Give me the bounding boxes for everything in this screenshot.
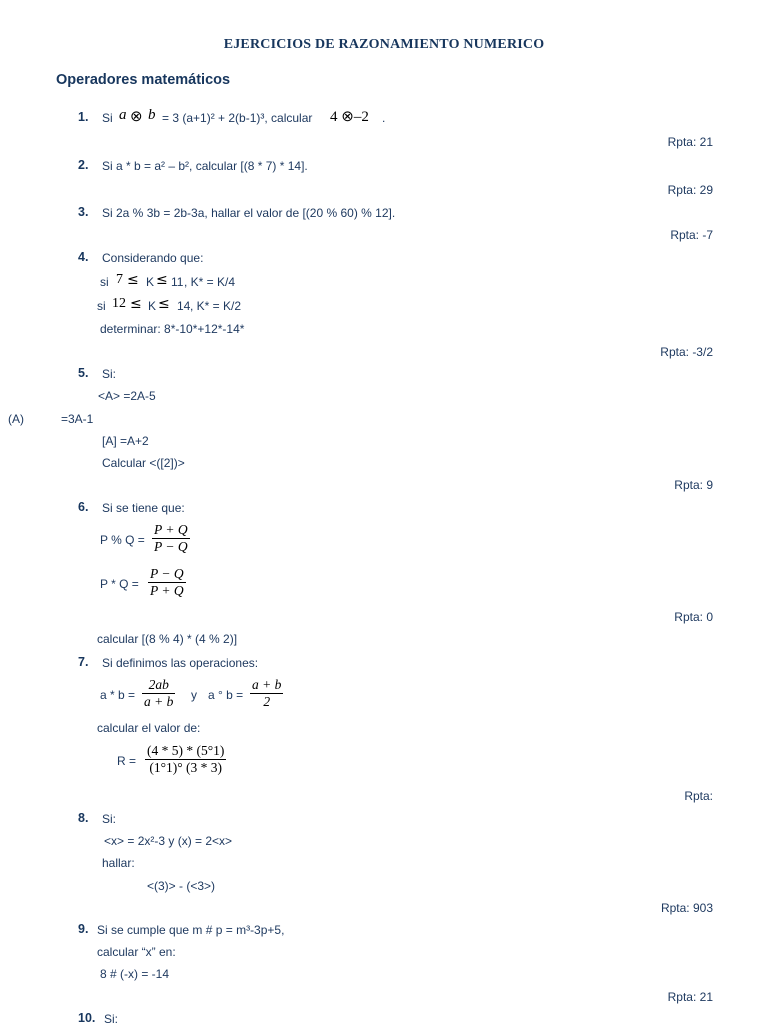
- math-number: 12: [112, 296, 126, 311]
- conjunction-text: y: [191, 688, 197, 702]
- exercise-number: 8.: [78, 811, 89, 825]
- formula-lhs: R =: [117, 754, 137, 768]
- exercise-number: 7.: [78, 655, 89, 669]
- fraction: [142, 677, 175, 710]
- exercise-text: Si se cumple que m # p = m³-3p+5,: [97, 923, 285, 937]
- less-equal-symbol: ≤: [127, 272, 139, 288]
- exercise-number: 10.: [78, 1011, 96, 1025]
- definition-line: (A): [8, 412, 24, 426]
- condition-text: 11: [171, 275, 184, 289]
- exercise-text: .: [382, 111, 386, 125]
- fraction-denominator: 2: [263, 694, 271, 709]
- exercise-text: = 3 (a+1)² + 2(b-1)³, calcular: [162, 111, 313, 125]
- condition-text: si: [100, 275, 109, 289]
- condition-text: si: [97, 299, 106, 313]
- formula-lhs: a ° b =: [208, 688, 244, 702]
- exercise-text: calcular el valor de:: [97, 721, 201, 735]
- math-number: 7: [116, 272, 123, 287]
- fraction-denominator: (1°1)° (3 * 3): [149, 760, 223, 775]
- fraction-denominator: P + Q: [150, 583, 184, 598]
- exercise-number: 9.: [78, 922, 89, 936]
- math-variable: a: [119, 107, 127, 123]
- fraction-numerator: P + Q: [154, 522, 188, 537]
- exercise-number: 5.: [78, 366, 89, 380]
- answer-label: Rpta: 0: [674, 610, 713, 624]
- fraction: [152, 522, 190, 555]
- answer-label: Rpta: 903: [660, 901, 713, 915]
- answer-label: Rpta: 21: [667, 990, 713, 1004]
- exercise-text: Calcular <([2])>: [102, 456, 185, 470]
- less-equal-symbol: ≤: [130, 296, 142, 312]
- otimes-operator: ⊗: [130, 109, 143, 125]
- exercise-text: Si:: [102, 367, 117, 381]
- fraction-numerator: a + b: [252, 677, 282, 692]
- exercise-number: 4.: [78, 250, 89, 264]
- answer-label: Rpta: 29: [667, 183, 713, 197]
- document-title: EJERCICIOS DE RAZONAMIENTO NUMERICO: [223, 37, 545, 52]
- math-expression: 4 ⊗–2: [330, 109, 369, 125]
- fraction: [145, 743, 226, 776]
- condition-text: 14: [177, 299, 191, 313]
- exercise-text: calcular “x” en:: [97, 945, 176, 959]
- exercise-text: Si se tiene que:: [102, 501, 185, 515]
- fraction-denominator: a + b: [144, 694, 174, 709]
- fraction: [148, 566, 186, 599]
- answer-label: Rpta:: [684, 789, 713, 803]
- math-variable: b: [148, 107, 156, 123]
- condition-text: , K* = K/4: [184, 275, 236, 289]
- formula-lhs: a * b =: [100, 688, 136, 702]
- section-heading: Operadores matemáticos: [56, 72, 231, 88]
- exercise-number: 6.: [78, 500, 89, 514]
- exercise-text: Si 2a % 3b = 2b-3a, hallar el valor de [(20 % 60) % 12].: [102, 206, 396, 220]
- exercise-number: 3.: [78, 205, 89, 219]
- formula-lhs: P % Q =: [100, 533, 145, 547]
- answer-label: Rpta: -7: [670, 228, 713, 242]
- exercise-text: Considerando que:: [102, 251, 204, 265]
- definition-line: <A> =2A-5: [98, 389, 156, 403]
- exercise-text: Si:: [102, 812, 117, 826]
- exercise-text: Si:: [104, 1012, 119, 1026]
- exercise-number: 2.: [78, 158, 89, 172]
- condition-text: K: [148, 299, 157, 313]
- exercise-text: determinar: 8*-10*+12*-14*: [100, 322, 245, 336]
- exercise-text: Si definimos las operaciones:: [102, 656, 259, 670]
- fraction-numerator: 2ab: [142, 677, 175, 694]
- condition-text: , K* = K/2: [190, 299, 242, 313]
- answer-label: Rpta: 9: [674, 478, 713, 492]
- exercise-text: calcular [(8 % 4) * (4 % 2)]: [97, 632, 238, 646]
- math-expression: 8 # (-x) = -14: [100, 967, 170, 981]
- definition-line: <x> = 2x²-3 y (x) = 2<x>: [104, 834, 233, 848]
- answer-label: Rpta: -3/2: [660, 345, 713, 359]
- exercise-number: 1.: [78, 110, 89, 124]
- fraction-denominator: P − Q: [154, 539, 188, 554]
- formula-lhs: P * Q =: [100, 577, 139, 591]
- exercise-text: Si: [102, 111, 113, 125]
- less-equal-symbol: ≤: [156, 272, 168, 288]
- exercise-text: hallar:: [102, 856, 135, 870]
- fraction: [250, 677, 283, 710]
- math-expression: <(3)> - (<3>): [147, 879, 216, 893]
- fraction-numerator: P − Q: [150, 566, 184, 581]
- exercise-text: Si a * b = a² – b², calcular [(8 * 7) * 14].: [102, 159, 308, 173]
- less-equal-symbol: ≤: [158, 296, 170, 312]
- definition-line: [A] =A+2: [102, 434, 149, 448]
- condition-text: K: [146, 275, 155, 289]
- definition-line: =3A-1: [61, 412, 94, 426]
- fraction-numerator: (4 * 5) * (5°1): [147, 743, 225, 758]
- answer-label: Rpta: 21: [667, 135, 713, 149]
